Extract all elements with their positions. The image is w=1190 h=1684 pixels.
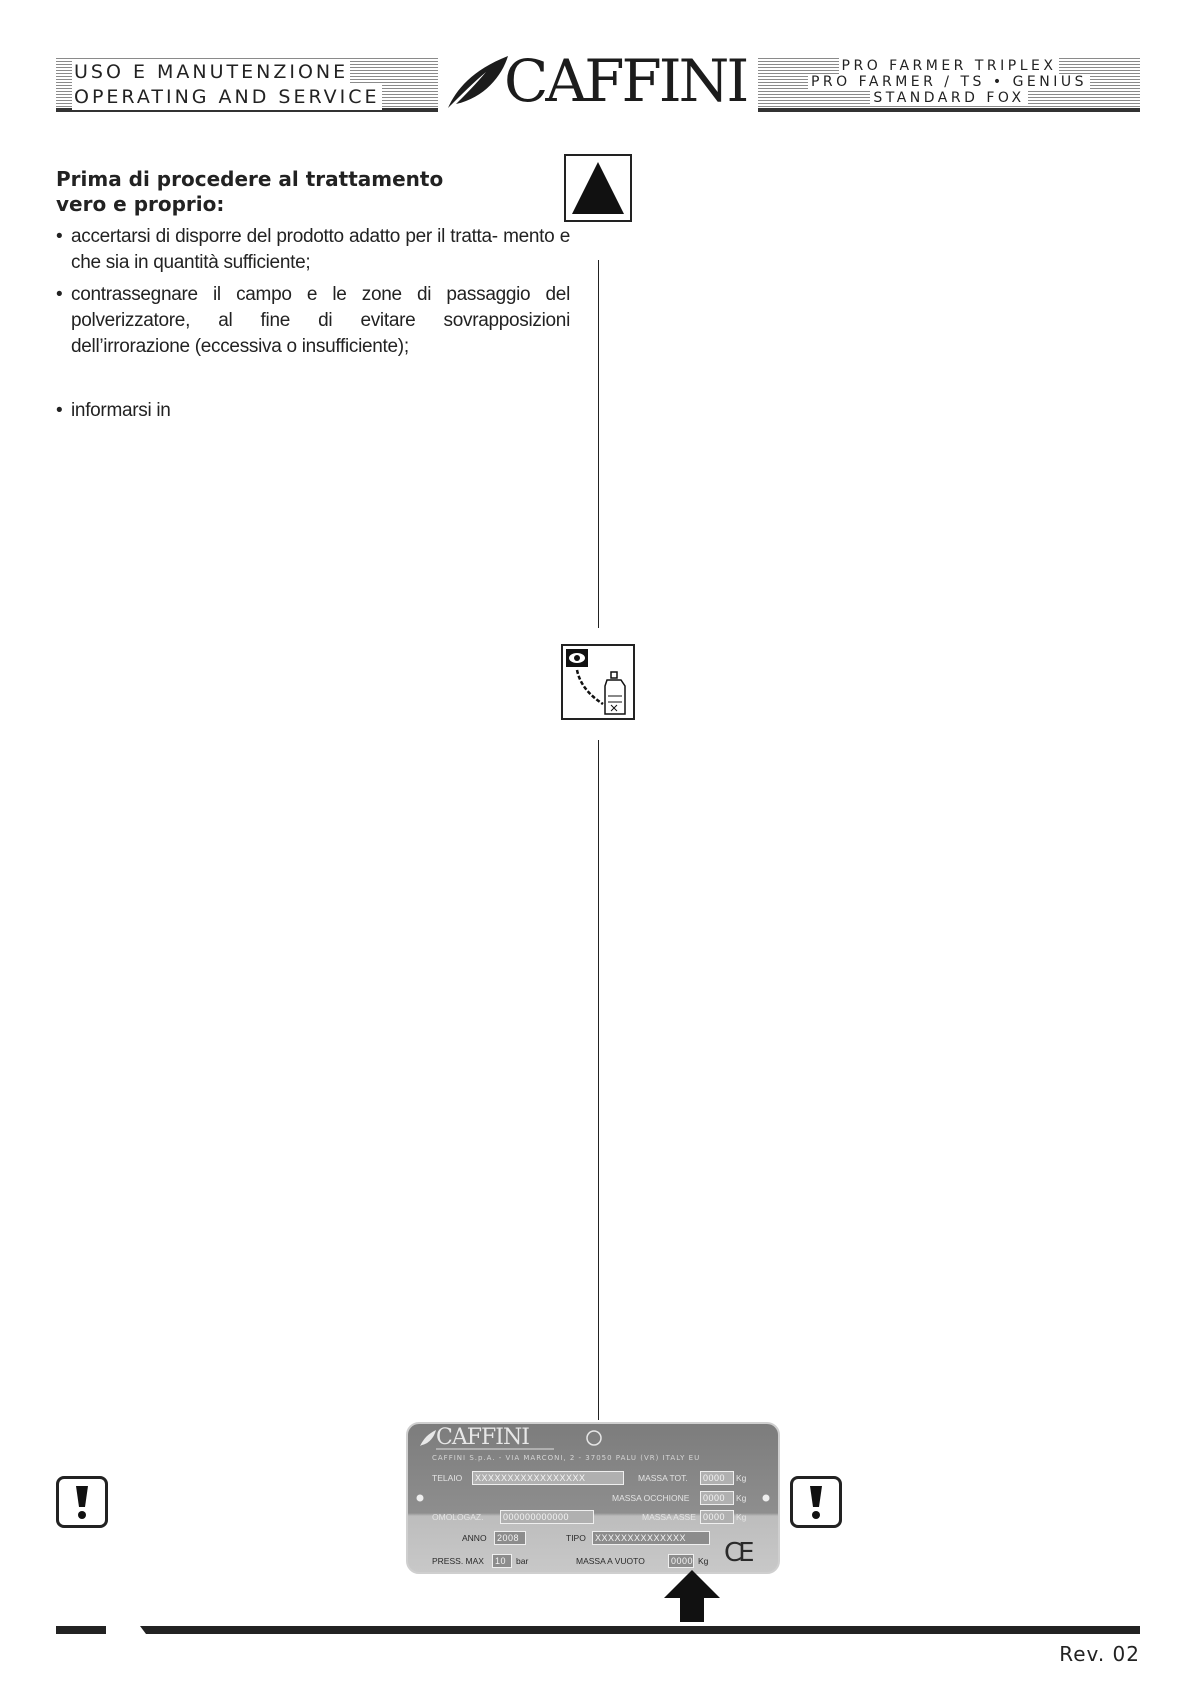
attention-symbol-left bbox=[56, 1476, 108, 1528]
plate-telaio-value: XXXXXXXXXXXXXXXXX bbox=[472, 1471, 624, 1485]
list-item: • contrassegnare il campo e le zone di passaggio del polverizzatore, al fine di evitare sovrapposizioni dell’irrorazione (eccessiva o insufficiente); bbox=[56, 282, 570, 360]
warning-symbol bbox=[564, 154, 632, 222]
exclamation-icon bbox=[59, 1479, 105, 1525]
plate-telaio-label: TELAIO bbox=[432, 1473, 463, 1483]
header-manual-title bbox=[72, 60, 382, 110]
plate-massa-occhione-unit: Kg bbox=[736, 1493, 747, 1503]
heading-line-2: vero e proprio: bbox=[56, 192, 225, 216]
plate-massa-tot-unit: Kg bbox=[736, 1473, 747, 1483]
ppe-symbol bbox=[561, 644, 635, 720]
plate-massa-asse-value: 0000 bbox=[700, 1510, 734, 1524]
list-item: • accertarsi di disporre del prodotto adatto per il tratta- mento e che sia in quantità sufficiente; bbox=[56, 224, 570, 276]
header-title-english: OPERATING AND SERVICE bbox=[74, 86, 380, 108]
plate-omologaz-value: 000000000000 bbox=[500, 1510, 594, 1524]
brand-logo-text: CAFFINI bbox=[504, 47, 747, 115]
ce-mark: CE bbox=[724, 1538, 751, 1568]
plate-massa-occhione-label: MASSA OCCHIONE bbox=[612, 1493, 690, 1503]
identification-plate bbox=[406, 1422, 780, 1574]
plate-address: CAFFINI S.p.A. - VIA MARCONI, 2 - 37050 PALU (VR) ITALY EU bbox=[432, 1454, 701, 1462]
plate-press-value: 10 bbox=[492, 1554, 512, 1568]
list-item: • informarsi in bbox=[56, 398, 570, 424]
plate-brand: CAFFINI bbox=[436, 1425, 529, 1450]
footer-bar-right bbox=[146, 1626, 1140, 1634]
eye-protection-chemical-icon bbox=[563, 646, 633, 718]
header-title-italian: USO E MANUTENZIONE bbox=[74, 61, 349, 83]
plate-massa-vuoto-unit: Kg bbox=[698, 1556, 709, 1566]
instruction-list bbox=[56, 224, 570, 430]
arrow-up-icon bbox=[664, 1570, 720, 1622]
leaf-logo-icon bbox=[442, 50, 512, 112]
plate-massa-asse-label: MASSA ASSE bbox=[642, 1512, 696, 1522]
plate-press-label: PRESS. MAX bbox=[432, 1556, 484, 1566]
exclamation-icon bbox=[793, 1479, 839, 1525]
plate-massa-occhione-value: 0000 bbox=[700, 1491, 734, 1505]
plate-massa-tot-label: MASSA TOT. bbox=[638, 1473, 688, 1483]
header-model-line-2: PRO FARMER / TS • GENIUS bbox=[808, 74, 1090, 90]
header-model-line-3: STANDARD FOX bbox=[870, 90, 1027, 106]
plate-tipo-value: XXXXXXXXXXXXXX bbox=[592, 1531, 710, 1545]
plate-anno-value: 2008 bbox=[494, 1531, 526, 1545]
header-model-line-1: PRO FARMER TRIPLEX bbox=[839, 58, 1060, 74]
heading-line-1: Prima di procedere al trattamento bbox=[56, 167, 444, 191]
attention-symbol-right bbox=[790, 1476, 842, 1528]
plate-press-unit: bar bbox=[516, 1556, 529, 1566]
footer-bar-left bbox=[56, 1626, 106, 1634]
plate-omologaz-label: OMOLOGAZ. bbox=[432, 1512, 484, 1522]
revision-label: Rev. 02 bbox=[1059, 1642, 1140, 1666]
plate-massa-vuoto-label: MASSA A VUOTO bbox=[576, 1556, 645, 1566]
section-heading bbox=[56, 167, 516, 217]
header-model-list bbox=[758, 58, 1140, 106]
warning-triangle-icon bbox=[566, 156, 630, 220]
plate-anno-label: ANNO bbox=[462, 1533, 487, 1543]
brand-logo bbox=[442, 47, 754, 115]
margin-rule-upper bbox=[598, 260, 599, 628]
plate-massa-tot-value: 0000 bbox=[700, 1471, 734, 1485]
margin-rule-lower bbox=[598, 740, 599, 1420]
plate-leaf-icon bbox=[418, 1428, 438, 1448]
plate-tipo-label: TIPO bbox=[566, 1533, 586, 1543]
plate-massa-vuoto-value: 0000 bbox=[668, 1554, 694, 1568]
plate-massa-asse-unit: Kg bbox=[736, 1512, 747, 1522]
